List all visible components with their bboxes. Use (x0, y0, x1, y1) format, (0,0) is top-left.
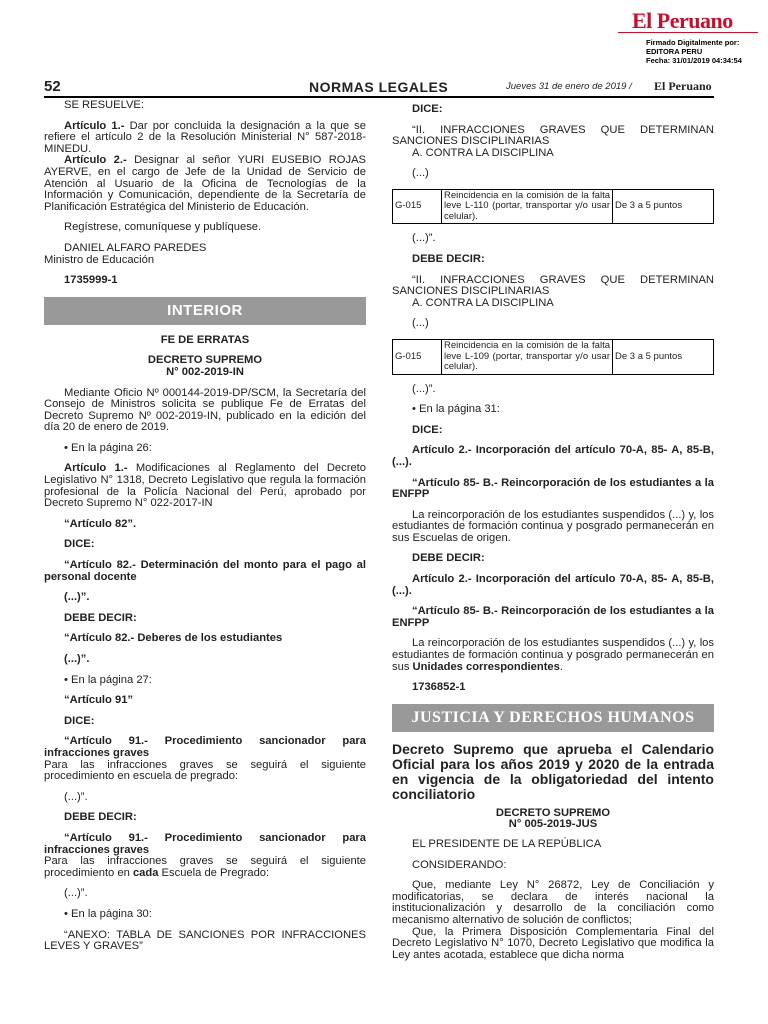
sanctions-table-debe (392, 339, 714, 375)
closing: Regístrese, comuníquese y publíquese. (64, 221, 262, 234)
considerando: CONSIDERANDO: (412, 858, 507, 871)
page-ref: • En la página 31: (412, 403, 500, 416)
paragraph: Que, mediante Ley N° 26872, Ley de Conciliación y modificatorias, se declara de interés nacional la institucionalización y desarrollo de la conciliación como mecanismo alternativo de solución de conflictos; (392, 879, 714, 926)
page-ref: • En la página 27: (64, 673, 152, 686)
table-cell: Reincidencia en la comisión de la falta leve L-110 (portar, transportar y/o usar celular). (442, 189, 613, 224)
infractions-heading: “II. INFRACCIONES GRAVES QUE DETERMINAN SANCIONES DISCIPLINARIAS (392, 123, 714, 148)
page-header (44, 78, 714, 98)
table-cell: G-015 (393, 340, 442, 375)
table-cell: Reincidencia en la comisión de la falta leve L-109 (portar, transportar y/o usar celular). (442, 340, 613, 375)
article-text: “Artículo 85- B.- Reincorporación de los estudiantes a la ENFPP (392, 476, 714, 501)
document-code: 1736852-1 (412, 681, 466, 694)
signed-line-1: Firmado Digitalmente por: (646, 38, 740, 47)
annex-title: “ANEXO: TABLA DE SANCIONES POR INFRACCIONES LEVES Y GRAVES” (44, 928, 366, 953)
fe-de-erratas: FE DE ERRATAS (160, 333, 250, 346)
issue-date: Jueves 31 de enero de 2019 / (506, 81, 632, 92)
ellipsis: (...) (412, 317, 429, 330)
signed-line-2: EDITORA PERU (646, 47, 703, 56)
debe-decir-label: DEBE DECIR: (412, 253, 485, 266)
paragraph: Artículo 1.- Modificaciones al Reglamento del Decreto Legislativo N° 1318, Decreto Legislativo que regula la formación profesional de la Policía Nacional del Perú, aprobado por Decreto Supremo N° 022-2017-IN (44, 462, 366, 510)
decree-heading: DECRETO SUPREMO N° 005-2019-JUS (495, 806, 611, 831)
ellipsis: (...)”. (64, 887, 88, 900)
article-text: Artículo 2.- Incorporación del artículo 70-A, 85- A, 85-B, (...). (392, 573, 714, 597)
subheading: A. CONTRA LA DISCIPLINA (412, 296, 554, 309)
logo-underline (618, 32, 758, 37)
table-cell: De 3 a 5 puntos (613, 189, 714, 224)
paragraph: Artículo 2.- Designar al señor YURI EUSEBIO ROJAS AYERVE, en el cargo de Jefe de la Unidad de Servicio de Atención al Usuario de la Oficina de Tecnologías de la Información y Comunicación, dependiente de la Secretaría de Planificación Estratégica del Ministerio de Educación. (44, 154, 366, 213)
debe-decir-label: DEBE DECIR: (64, 811, 137, 824)
section-banner-interior: INTERIOR (44, 297, 366, 325)
dice-label: DICE: (412, 103, 443, 115)
subheading: A. CONTRA LA DISCIPLINA (412, 146, 554, 159)
digital-signature (646, 38, 742, 65)
article-block: “Artículo 91.- Procedimiento sancionador para infracciones graves Para las infracciones graves se seguirá el siguiente procedimiento en cada Escuela de Pregrado: (44, 831, 366, 879)
dice-label: DICE: (412, 423, 443, 436)
right-column (392, 104, 714, 970)
dice-label: DICE: (64, 714, 95, 727)
article-ref: “Artículo 82”. (64, 517, 137, 530)
table-cell: G-015 (393, 189, 442, 224)
sanctions-table-dice (392, 189, 714, 225)
debe-decir-label: DEBE DECIR: (412, 552, 485, 565)
el-peruano-logo: El Peruano (632, 8, 733, 33)
infractions-heading: “II. INFRACCIONES GRAVES QUE DETERMINAN SANCIONES DISCIPLINARIAS (392, 273, 714, 298)
article-text: “Artículo 85- B.- Reincorporación de los estudiantes a la ENFPP (392, 605, 714, 629)
section-title: NORMAS LEGALES (309, 79, 449, 95)
signature: DANIEL ALFARO PAREDES Ministro de Educación (44, 241, 207, 266)
article-text: “Artículo 82.- Deberes de los estudiantes (64, 632, 283, 645)
ellipsis: (...)”. (64, 653, 90, 665)
header-brand: El Peruano (654, 79, 712, 93)
dice-label: DICE: (64, 538, 95, 551)
article-text: “Artículo 82.- Determinación del monto para el pago al personal docente (44, 559, 366, 583)
decree-heading: DECRETO SUPREMO N° 002-2019-IN (147, 354, 263, 378)
page-number: 52 (44, 78, 61, 95)
signed-line-3: Fecha: 31/01/2019 04:34:54 (646, 56, 742, 65)
ellipsis: (...)”. (412, 232, 436, 245)
page-ref: • En la página 30: (64, 907, 152, 920)
paragraph: La reincorporación de los estudiantes suspendidos (...) y, los estudiantes de formación continua y posgrado permanecerán en sus Escuelas de origen. (392, 508, 714, 544)
ellipsis: (...)”. (412, 382, 436, 395)
decree-title: Decreto Supremo que aprueba el Calendario Oficial para los años 2019 y 2020 de la entrada en vigencia de la obligatoriedad del intento conciliatorio (392, 740, 714, 802)
ellipsis: (...) (412, 167, 429, 180)
document-code: 1735999-1 (64, 274, 118, 287)
paragraph: La reincorporación de los estudiantes suspendidos (...) y, los estudiantes de formación continua y posgrado permanecerán en sus Unidades correspondientes. (392, 637, 714, 673)
article-block: “Artículo 91.- Procedimiento sancionador para infracciones graves Para las infracciones graves se seguirá el siguiente procedimiento en escuela de pregrado: (44, 735, 366, 783)
presidente: EL PRESIDENTE DE LA REPÚBLICA (412, 838, 602, 850)
paragraph: Mediante Oficio Nº 000144-2019-DP/SCM, la Secretaría del Consejo de Ministros solicita se publique Fe de Erratas del Decreto Supremo Nº 002-2019-IN, publicado en la edición del día 20 de enero de 2019. (44, 386, 366, 434)
left-column (44, 100, 366, 962)
paragraph: Que, la Primera Disposición Complementaria Final del Decreto Legislativo N° 1070, Decreto Legislativo que modifica la Ley antes acotada, establece que dicha norma (392, 925, 714, 961)
table-row (393, 340, 714, 375)
se-resuelve: SE RESUELVE: (64, 99, 144, 111)
page-ref: • En la página 26: (64, 441, 152, 454)
ellipsis: (...)”. (64, 790, 88, 803)
article-ref: “Artículo 91” (64, 694, 134, 707)
section-banner-justicia: JUSTICIA Y DERECHOS HUMANOS (392, 704, 714, 732)
table-cell: De 3 a 5 puntos (613, 340, 714, 375)
table-row (393, 189, 714, 224)
article-text: Artículo 2.- Incorporación del artículo 70-A, 85- A, 85-B, (...). (392, 444, 714, 468)
debe-decir-label: DEBE DECIR: (64, 611, 137, 624)
ellipsis: (...)”. (64, 591, 90, 604)
paragraph: Artículo 1.- Dar por concluida la designación a la que se refiere el artículo 2 de la Resolución Ministerial N° 587-2018-MINEDU. (44, 119, 366, 155)
